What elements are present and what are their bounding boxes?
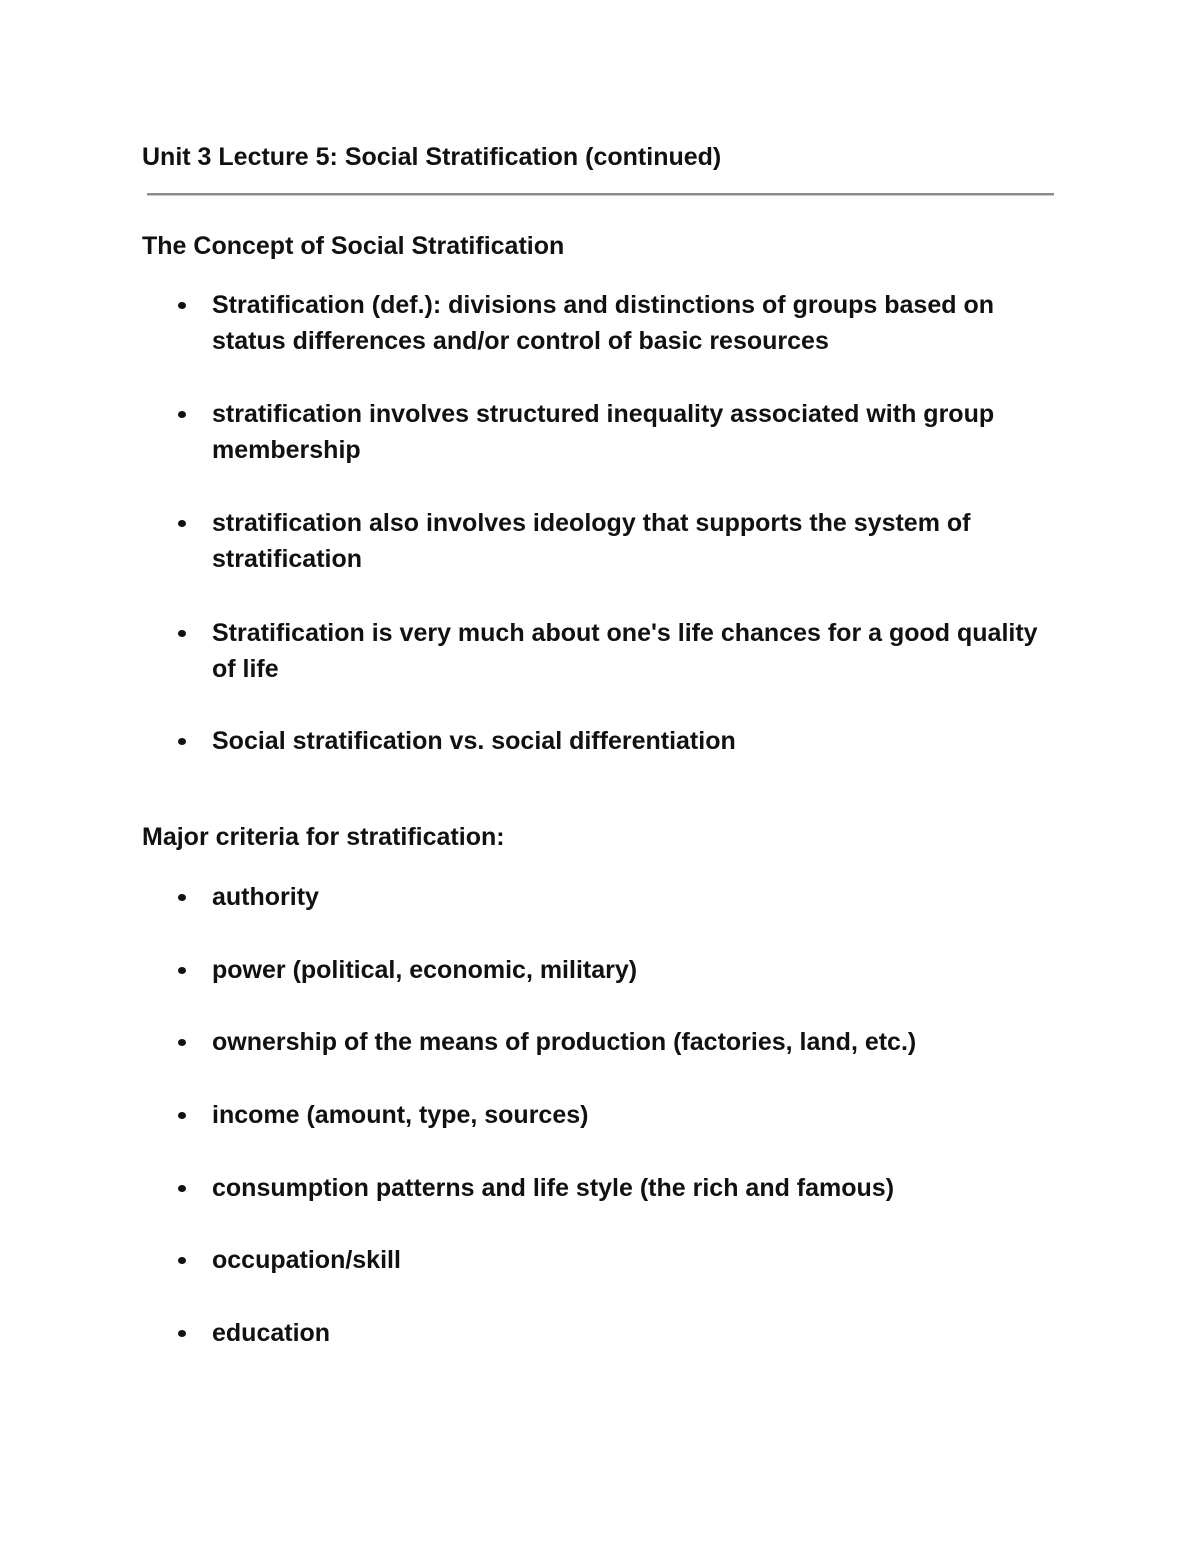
bullet-icon: [178, 1112, 186, 1119]
bullet-icon: [178, 967, 186, 974]
list-item-text: Stratification is very much about one's life chances for a good quality of life: [212, 619, 1038, 683]
list-item-text: authority: [212, 883, 319, 911]
bullet-icon: [178, 411, 186, 418]
bullet-icon: [178, 302, 186, 309]
list-item-text: stratification involves structured inequality associated with group membership: [212, 400, 995, 464]
horizontal-divider: [147, 193, 1054, 196]
bullet-icon: [178, 630, 186, 637]
bullet-icon: [178, 1185, 186, 1192]
bullet-icon: [178, 1039, 186, 1046]
section-heading-criteria: Major criteria for stratification:: [142, 823, 505, 851]
list-item-text: ownership of the means of production (factories, land, etc.): [212, 1028, 917, 1056]
list-item-text: income (amount, type, sources): [212, 1101, 589, 1129]
list-item-text: Stratification (def.): divisions and distinctions of groups based on status differences and/or control of basic resources: [212, 291, 994, 355]
list-item-text: occupation/skill: [212, 1246, 401, 1274]
bullet-icon: [178, 1257, 186, 1264]
list-item-text: Social stratification vs. social differentiation: [212, 727, 736, 755]
bullet-icon: [178, 738, 186, 745]
list-item-text: stratification also involves ideology that supports the system of stratification: [212, 509, 971, 573]
list-item-text: consumption patterns and life style (the rich and famous): [212, 1174, 895, 1202]
section-heading-concept: The Concept of Social Stratification: [142, 232, 565, 260]
page-title: Unit 3 Lecture 5: Social Stratification (continued): [142, 143, 722, 171]
list-item-text: education: [212, 1319, 331, 1347]
bullet-icon: [178, 1330, 186, 1337]
bullet-icon: [178, 894, 186, 901]
bullet-icon: [178, 520, 186, 527]
list-item-text: power (political, economic, military): [212, 956, 638, 984]
